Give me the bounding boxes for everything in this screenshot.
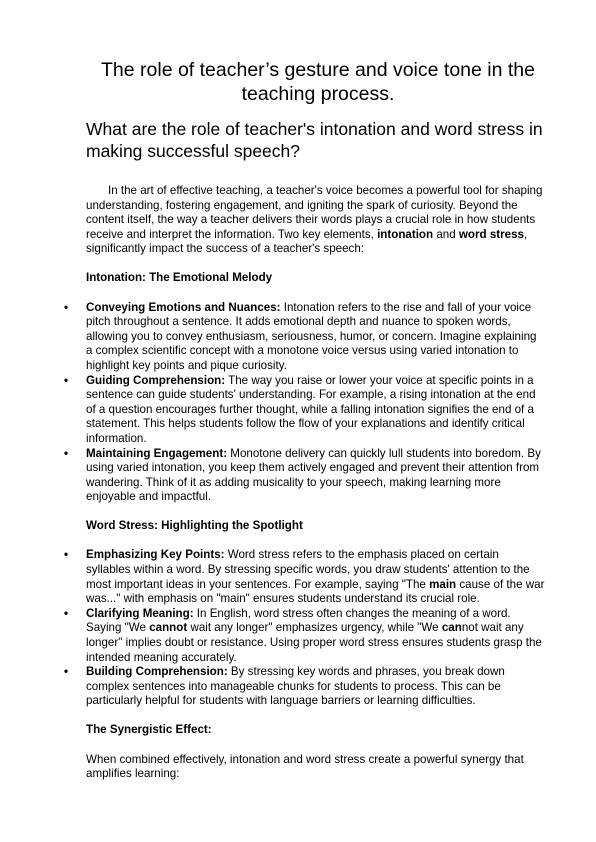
intonation-list	[64, 300, 546, 505]
bullet-icon: •	[64, 446, 69, 460]
intro-bold-intonation: intonation	[377, 227, 434, 241]
word-stress-list	[64, 548, 546, 709]
list-item-text: In English, word stress often changes the meaning of a word. Saying "We	[86, 606, 511, 635]
document-title: The role of teacher’s gesture and voice tone in the teaching process.	[101, 59, 535, 105]
bullet-icon: •	[64, 300, 69, 314]
list-item-term: Guiding Comprehension:	[86, 373, 226, 387]
section-heading-word-stress: Word Stress: Highlighting the Spotlight	[86, 518, 303, 532]
synergy-paragraph: When combined effectively, intonation and word stress create a powerful synergy that amplifies learning:	[86, 752, 524, 781]
list-item	[64, 548, 546, 606]
section-heading-intonation: Intonation: The Emotional Melody	[86, 270, 273, 284]
document-body	[64, 184, 546, 782]
list-item	[64, 300, 546, 374]
bullet-icon: •	[64, 606, 69, 620]
list-item	[64, 373, 546, 447]
list-item-text: Monotone delivery can quickly lull students into boredom. By using varied intonation, you keep them actively engaged and prevent their attention from wandering. Think of it as adding musicality to your speech, making learning more enjoyable and impactful.	[86, 446, 541, 504]
section-heading-synergy: The Synergistic Effect:	[86, 723, 212, 736]
list-item	[64, 665, 546, 709]
document-subtitle: What are the role of teacher's intonation and word stress in making successful speech?	[86, 119, 543, 161]
bullet-icon: •	[64, 665, 69, 679]
list-item-text: not wait any longer" implies doubt or resistance. Using proper word stress ensures students grasp the intended meaning accurately.	[86, 621, 542, 664]
list-item-text: Intonation refers to the rise and fall of your voice pitch throughout a sentence. It adds emotional depth and nuance to spoken words, allowing you to convey enthusiasm, seriousness, humor, or concern. Imagine explaining a complex scientific concept with a monotone voice versus using varied intonation to highlight key points and pique curiosity.	[86, 300, 537, 372]
intro-bold-word-stress: word stress	[458, 227, 524, 241]
list-item-term: Emphasizing Key Points:	[86, 548, 225, 562]
list-item-text: The way you raise or lower your voice at specific points in a sentence can guide students' understanding. For example, a rising intonation at the end of a question encourages further thought, while a falling intonation signifies the end of a statement. This helps students follow the flow of your explanations and identify critical information.	[86, 373, 536, 445]
list-item-text: Word stress refers to the emphasis placed on certain syllables within a word. By stressing specific words, you draw students' attention to the most important ideas in your sentences. For example, saying "The	[86, 548, 530, 591]
list-item-term: Maintaining Engagement:	[86, 446, 228, 460]
list-item-term: Building Comprehension:	[86, 665, 228, 679]
list-item	[64, 606, 546, 665]
list-item-term: Conveying Emotions and Nuances:	[86, 300, 281, 314]
intro-text: In the art of effective teaching, a teacher's voice becomes a powerful tool for shaping understanding, fostering engagement, and igniting the spark of curiosity. Beyond the content itself, the way a teacher delivers their words plays a crucial role in how students receive and interpret the information. Two key elements,	[86, 184, 543, 241]
list-item-text: By stressing key words and phrases, you break down complex sentences into manageable chunks for students to process. This can be particularly helpful for students with language barriers or learning difficulties.	[86, 665, 505, 708]
list-item-text: cause of the war was..." with emphasis on "main" ensures students understand its crucial role.	[86, 577, 545, 606]
bullet-icon: •	[64, 373, 69, 387]
intro-text: , significantly impact the success of a teacher's speech:	[86, 227, 528, 256]
list-item-term: Clarifying Meaning:	[86, 606, 194, 620]
list-item-text: wait any longer" emphasizes urgency, while "We	[187, 621, 442, 635]
emphasis-main: main	[429, 577, 457, 591]
emphasis-can: can	[441, 621, 462, 635]
emphasis-cannot: cannot	[149, 621, 188, 635]
intro-text: and	[433, 227, 459, 241]
intro-paragraph	[86, 184, 546, 257]
bullet-icon: •	[64, 548, 69, 562]
list-item	[64, 446, 546, 505]
